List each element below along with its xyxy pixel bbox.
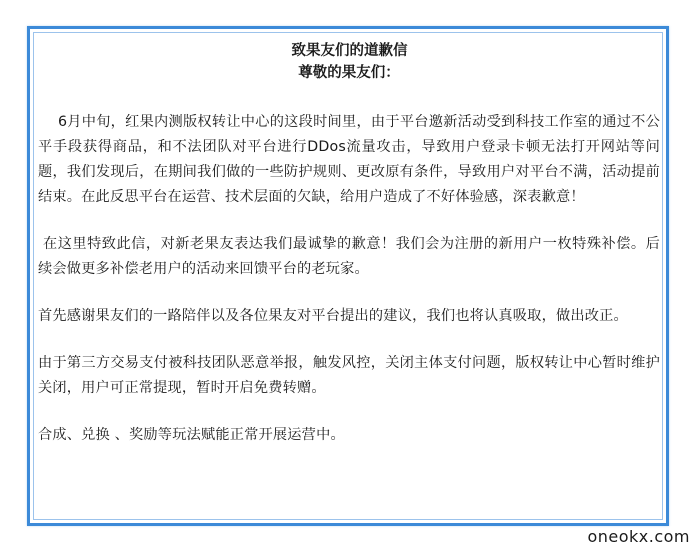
site-watermark: oneokx.com [587,527,690,546]
paragraph-thanks: 首先感谢果友们的一路陪伴以及各位果友对平台提出的建议，我们也将认真吸取，做出改正。 [38,308,628,324]
paragraph-payment-notice: 由于第三方交易支付被科技团队恶意举报，触发风控，关闭主体支付问题，版权转让中心暂时维护关闭，用户可正常提现，暂时开启免费转赠。 [38,355,660,396]
paragraph-incident: 6月中旬，红果内测版权转让中心的这段时间里，由于平台邀新活动受到科技工作室的通过不公平手段获得商品，和不法团队对平台进行DDos流量攻击，导致用户登录卡顿无法打开网站等问题，我们发现后，在期间我们做的一些防护规则、更改原有条件，导致用户对平台不满，活动提前结束。在此反思平台在运营、技术层面的欠缺，给用户造成了不好体验感，深表歉意！ [38,114,660,205]
paragraph-apology: 在这里特致此信，对新老果友表达我们最诚挚的歉意！我们会为注册的新用户一枚特殊补偿。后续会做更多补偿老用户的活动来回馈平台的老玩家。 [38,236,660,277]
letter-salutation: 尊敬的果友们： [298,65,400,81]
letter-title: 致果友们的道歉信 [291,43,408,59]
paragraph-operations: 合成、兑换 、奖励等玩法赋能正常开展运营中。 [38,427,345,443]
apology-letter [38,40,660,470]
